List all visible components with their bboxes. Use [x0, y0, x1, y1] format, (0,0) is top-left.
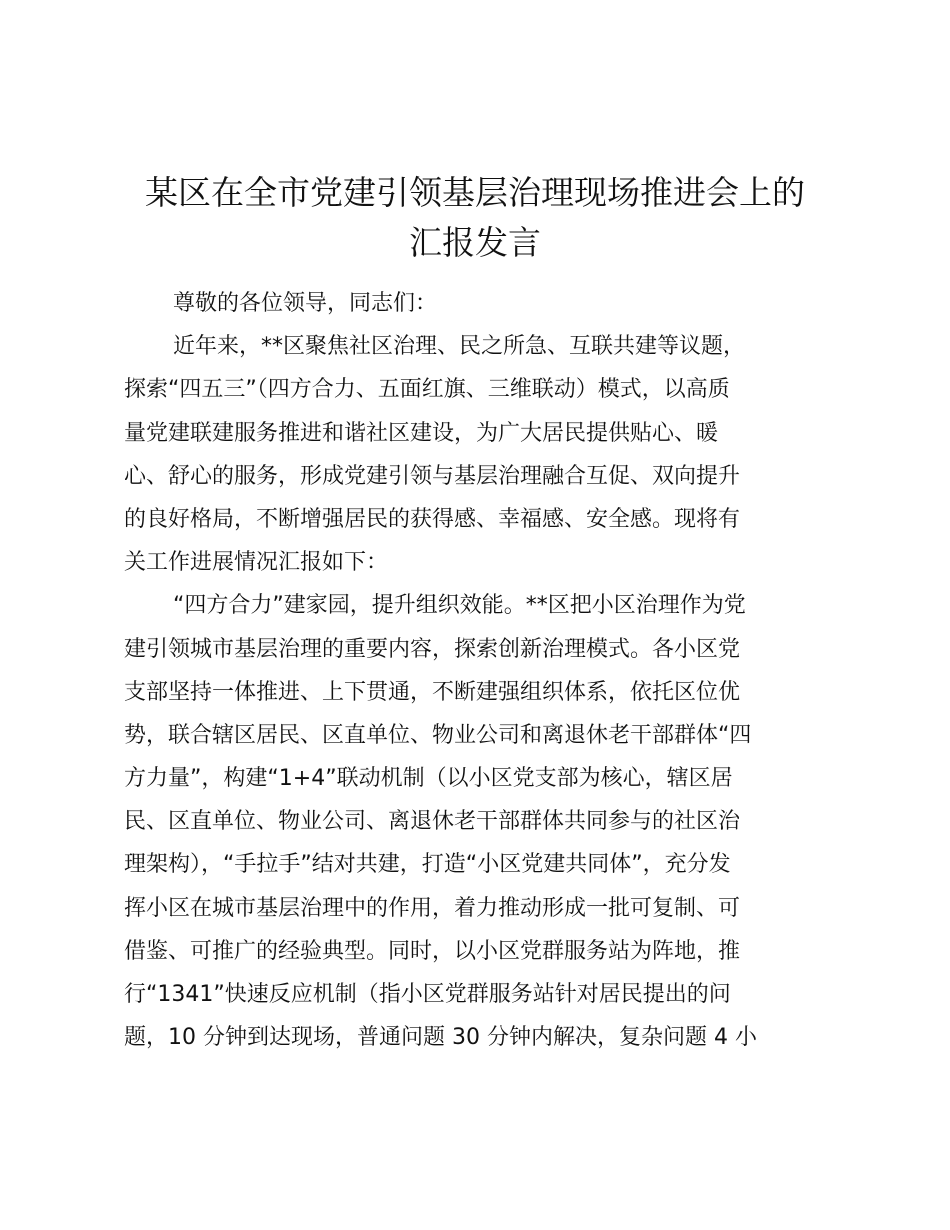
- paragraph-line: 势，联合辖区居民、区直单位、物业公司和离退休老干部群体“四: [124, 722, 752, 748]
- salutation: 尊敬的各位领导，同志们：: [173, 291, 438, 316]
- paragraph-line: 题，10 分钟到达现场，普通问题 30 分钟内解决，复杂问题 4 小: [124, 1025, 757, 1051]
- paragraph-line: 心、舒心的服务，形成党建引领与基层治理融合互促、双向提升: [124, 463, 741, 489]
- paragraph-line: 量党建联建服务推进和谐社区建设，为广大居民提供贴心、暖: [124, 420, 719, 446]
- title-line: 某区在全市党建引领基层治理现场推进会上的: [145, 173, 805, 212]
- paragraph-line: 建引领城市基层治理的重要内容，探索创新治理模式。各小区党: [124, 636, 741, 662]
- paragraph-line: “四方合力”建家园，提升组织效能。**区把小区治理作为党: [173, 593, 746, 619]
- paragraph-four-forces: [124, 584, 834, 1059]
- paragraph-line: 民、区直单位、物业公司、离退休老干部群体共同参与的社区治: [124, 809, 741, 835]
- paragraph-line: 理架构），“手拉手”结对共建，打造“小区党建共同体”，充分发: [124, 852, 731, 878]
- paragraph-line: 关工作进展情况汇报如下：: [124, 550, 389, 576]
- paragraph-line: 行“1341”快速反应机制（指小区党群服务站针对居民提出的问: [124, 982, 731, 1007]
- paragraph-line: 支部坚持一体推进、上下贯通，不断建强组织体系，依托区位优: [124, 679, 741, 705]
- paragraph-line: 方力量”，构建“1+4”联动机制（以小区党支部为核心，辖区居: [124, 766, 733, 792]
- paragraph-line: 借鉴、可推广的经验典型。同时，以小区党群服务站为阵地，推: [124, 938, 741, 964]
- paragraph-line: 的良好格局，不断增强居民的获得感、幸福感、安全感。现将有: [124, 506, 741, 532]
- document-body: [124, 282, 834, 1059]
- document-title: [110, 168, 840, 268]
- title-line: 汇报发言: [409, 223, 541, 262]
- paragraph-line: 挥小区在城市基层治理中的作用，着力推动形成一批可复制、可: [124, 895, 741, 921]
- paragraph-intro: [124, 325, 834, 584]
- paragraph-line: 近年来，**区聚焦社区治理、民之所急、互联共建等议题，: [173, 334, 746, 360]
- paragraph-line: 探索“四五三”（四方合力、五面红旗、三维联动）模式，以高质: [124, 377, 730, 403]
